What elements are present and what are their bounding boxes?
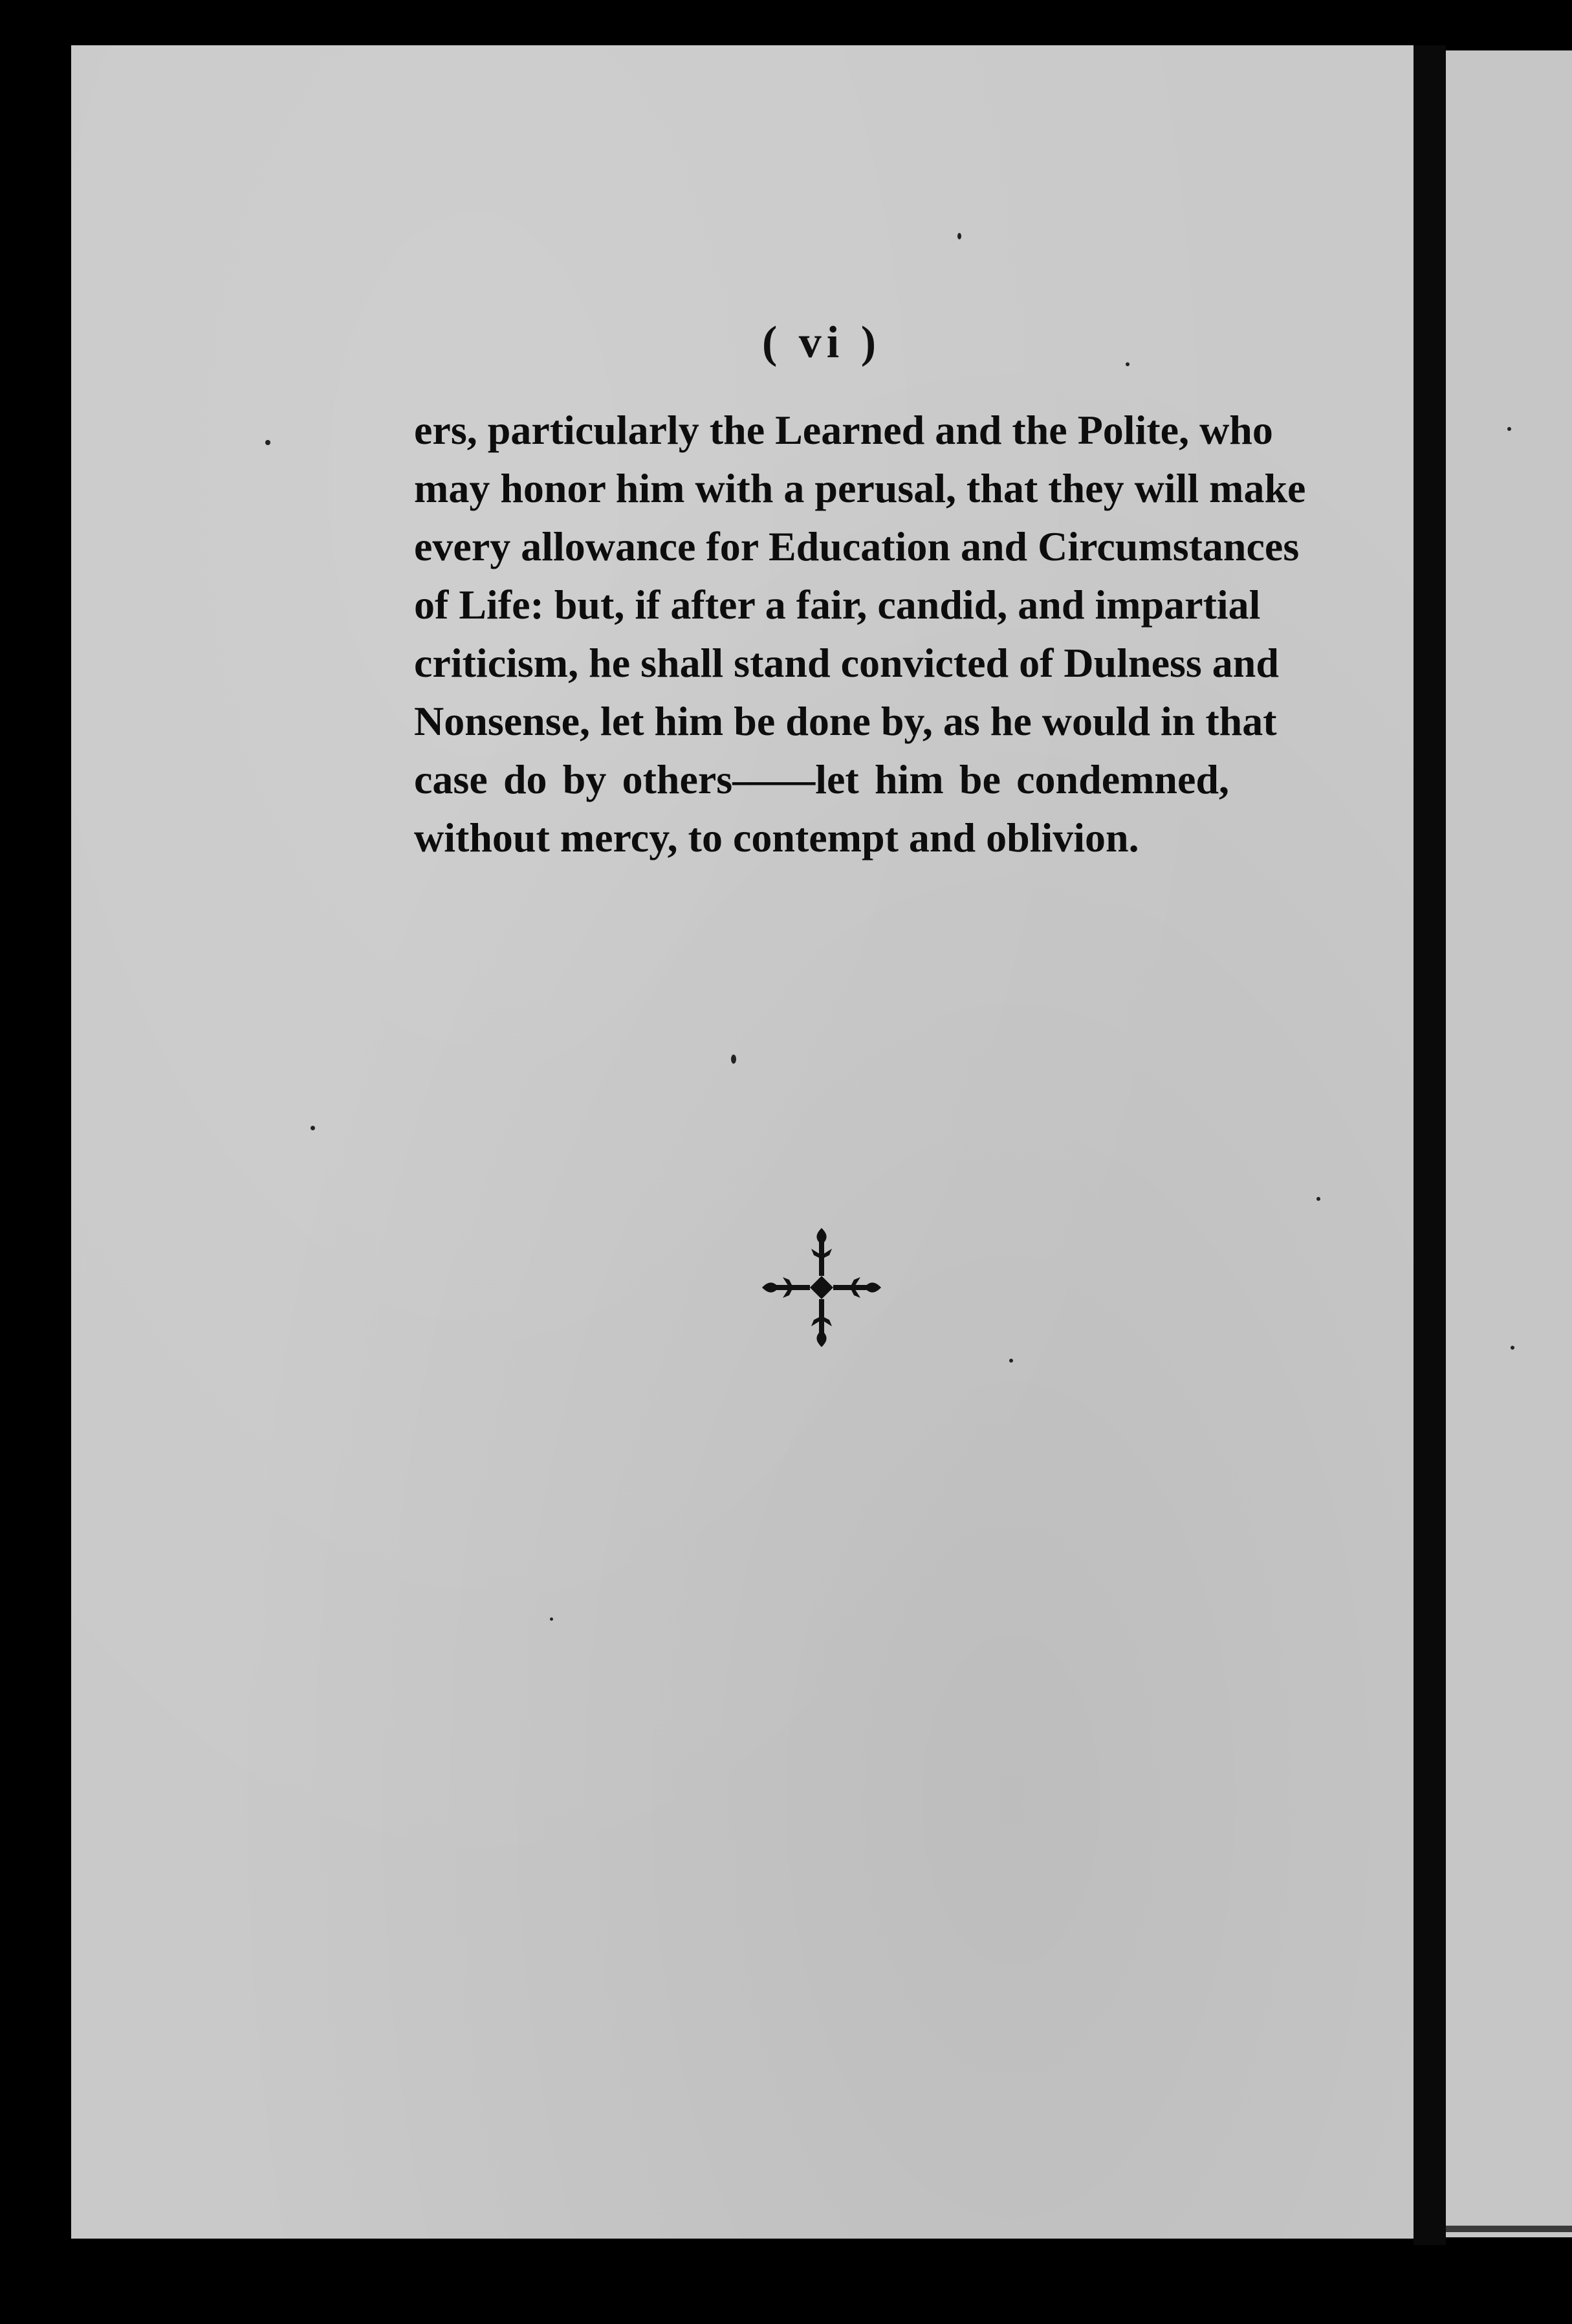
text-line: may honor him with a perusal, that they will make — [414, 465, 1306, 511]
fleuron-cross-ornament-icon — [757, 1223, 886, 1352]
text-line: Nonsense, let him be done by, as he would in that — [414, 698, 1277, 744]
book-page — [71, 45, 1414, 2239]
paper-speck — [1009, 1359, 1013, 1363]
page-gutter — [1414, 45, 1446, 2245]
text-line: criticism, he shall stand convicted of Dulness and — [414, 640, 1279, 686]
body-text — [414, 401, 1306, 867]
paper-speck — [1511, 1346, 1514, 1350]
paper-speck — [550, 1617, 553, 1621]
paper-speck — [731, 1055, 736, 1064]
adjacent-page-bottom-edge — [1446, 2226, 1572, 2232]
adjacent-page-edge — [1446, 50, 1572, 2237]
bleed-through-texture — [472, 841, 1313, 1876]
paper-speck — [265, 440, 270, 445]
paper-speck — [1316, 1197, 1320, 1201]
paper-speck — [957, 233, 961, 239]
text-line: of Life: but, if after a fair, candid, and impartial — [414, 582, 1261, 628]
text-line: ers, particularly the Learned and the Polite, who — [414, 407, 1273, 453]
paper-speck — [1126, 362, 1130, 366]
text-line: every allowance for Education and Circumstances — [414, 523, 1300, 569]
text-line: without mercy, to contempt and oblivion. — [414, 815, 1139, 861]
page-number: ( vi ) — [761, 318, 882, 367]
paper-speck — [311, 1126, 315, 1130]
paper-speck — [1507, 427, 1511, 431]
text-line: case do by others——let him be condemned, — [414, 756, 1229, 802]
